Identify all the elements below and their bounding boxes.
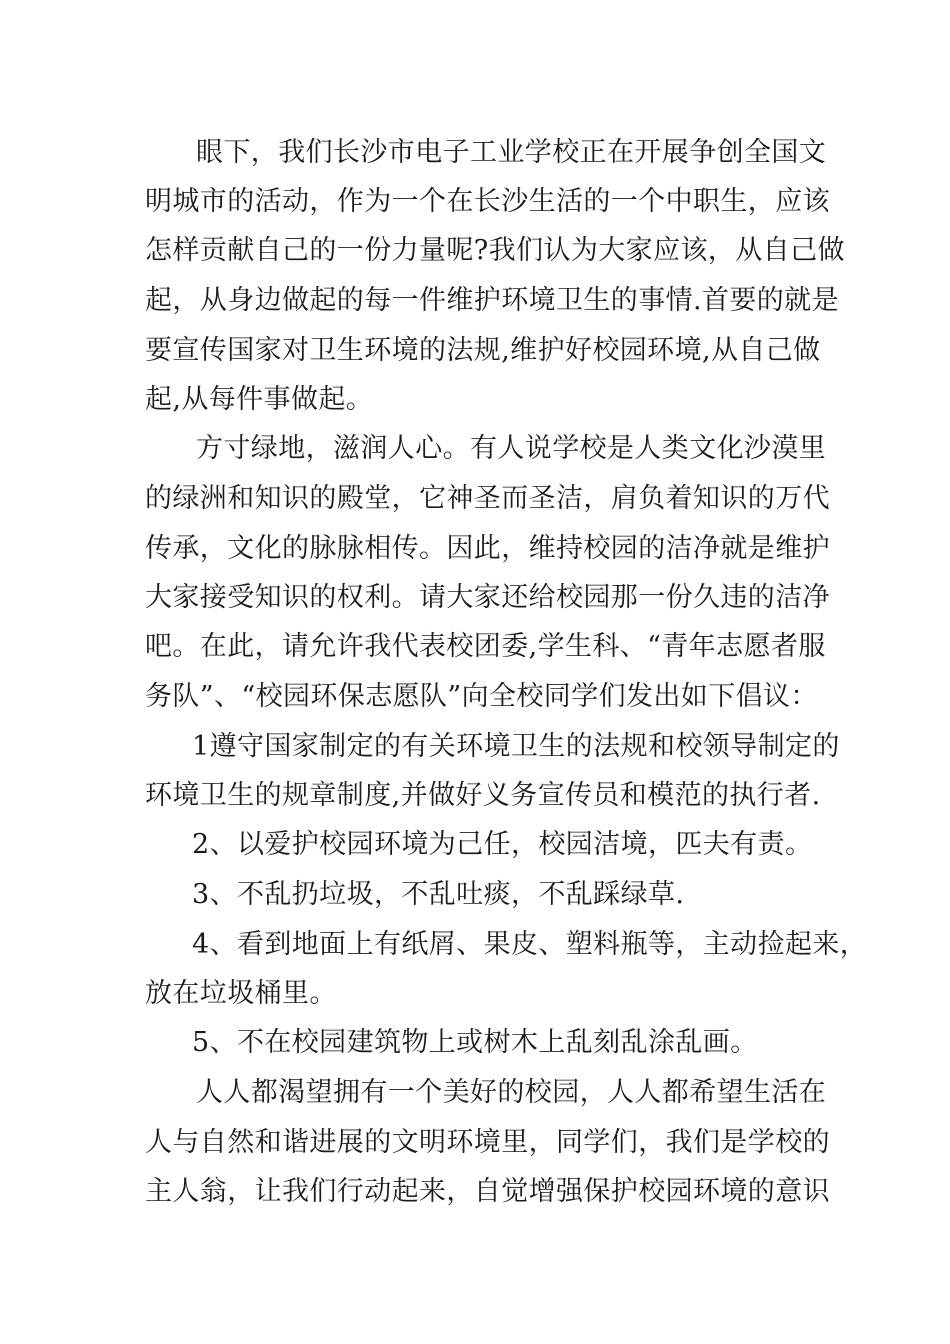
text-line: 4、看到地面上有纸屑、果皮、塑料瓶等，主动捡起来， xyxy=(192,929,868,960)
text-line: 1遵守国家制定的有关环境卫生的法规和校领导制定的 xyxy=(192,731,840,762)
text-line: 传承，文化的脉脉相传。因此，维持校园的洁净就是维护 xyxy=(145,533,830,564)
text-line: 怎样贡献自己的一份力量呢?我们认为大家应该，从自己做 xyxy=(145,235,845,266)
text-line: 眼下，我们长沙市电子工业学校正在开展争创全国文 xyxy=(196,137,827,168)
text-line: 人人都渴望拥有一个美好的校园，人人都希望生活在 xyxy=(196,1077,827,1108)
text-line: 5、不在校园建筑物上或树木上乱刻乱涂乱画。 xyxy=(192,1027,758,1058)
text-line: 3、不乱扔垃圾，不乱吐痰，不乱踩绿草. xyxy=(192,879,685,910)
text-line: 方寸绿地，滋润人心。有人说学校是人类文化沙漠里 xyxy=(196,433,827,464)
text-line: 的绿洲和知识的殿堂，它神圣而圣洁，肩负着知识的万代 xyxy=(145,483,830,514)
text-line: 环境卫生的规章制度,并做好义务宣传员和模范的执行者. xyxy=(145,780,821,811)
text-line: 放在垃圾桶里。 xyxy=(145,978,337,1009)
text-line: 2、以爱护校园环境为己任，校园洁境，匹夫有责。 xyxy=(192,829,813,860)
text-line: 明城市的活动，作为一个在长沙生活的一个中职生，应该 xyxy=(145,186,830,217)
text-line: 起，从身边做起的每一件维护环境卫生的事情.首要的就是 xyxy=(145,285,839,316)
text-line: 起,从每件事做起。 xyxy=(145,384,374,415)
text-line: 主人翁，让我们行动起来，自觉增强保护校园环境的意识 xyxy=(145,1176,830,1207)
text-line: 要宣传国家对卫生环境的法规,维护好校园环境,从自己做 xyxy=(145,335,821,366)
text-line: 吧。在此，请允许我代表校团委,学生科、“青年志愿者服 xyxy=(145,631,826,662)
text-line: 务队”、“校园环保志愿队”向全校同学们发出如下倡议： xyxy=(145,681,818,712)
text-line: 大家接受知识的权利。请大家还给校园那一份久违的洁净 xyxy=(145,582,830,613)
text-line: 人与自然和谐进展的文明环境里，同学们，我们是学校的 xyxy=(145,1127,830,1158)
